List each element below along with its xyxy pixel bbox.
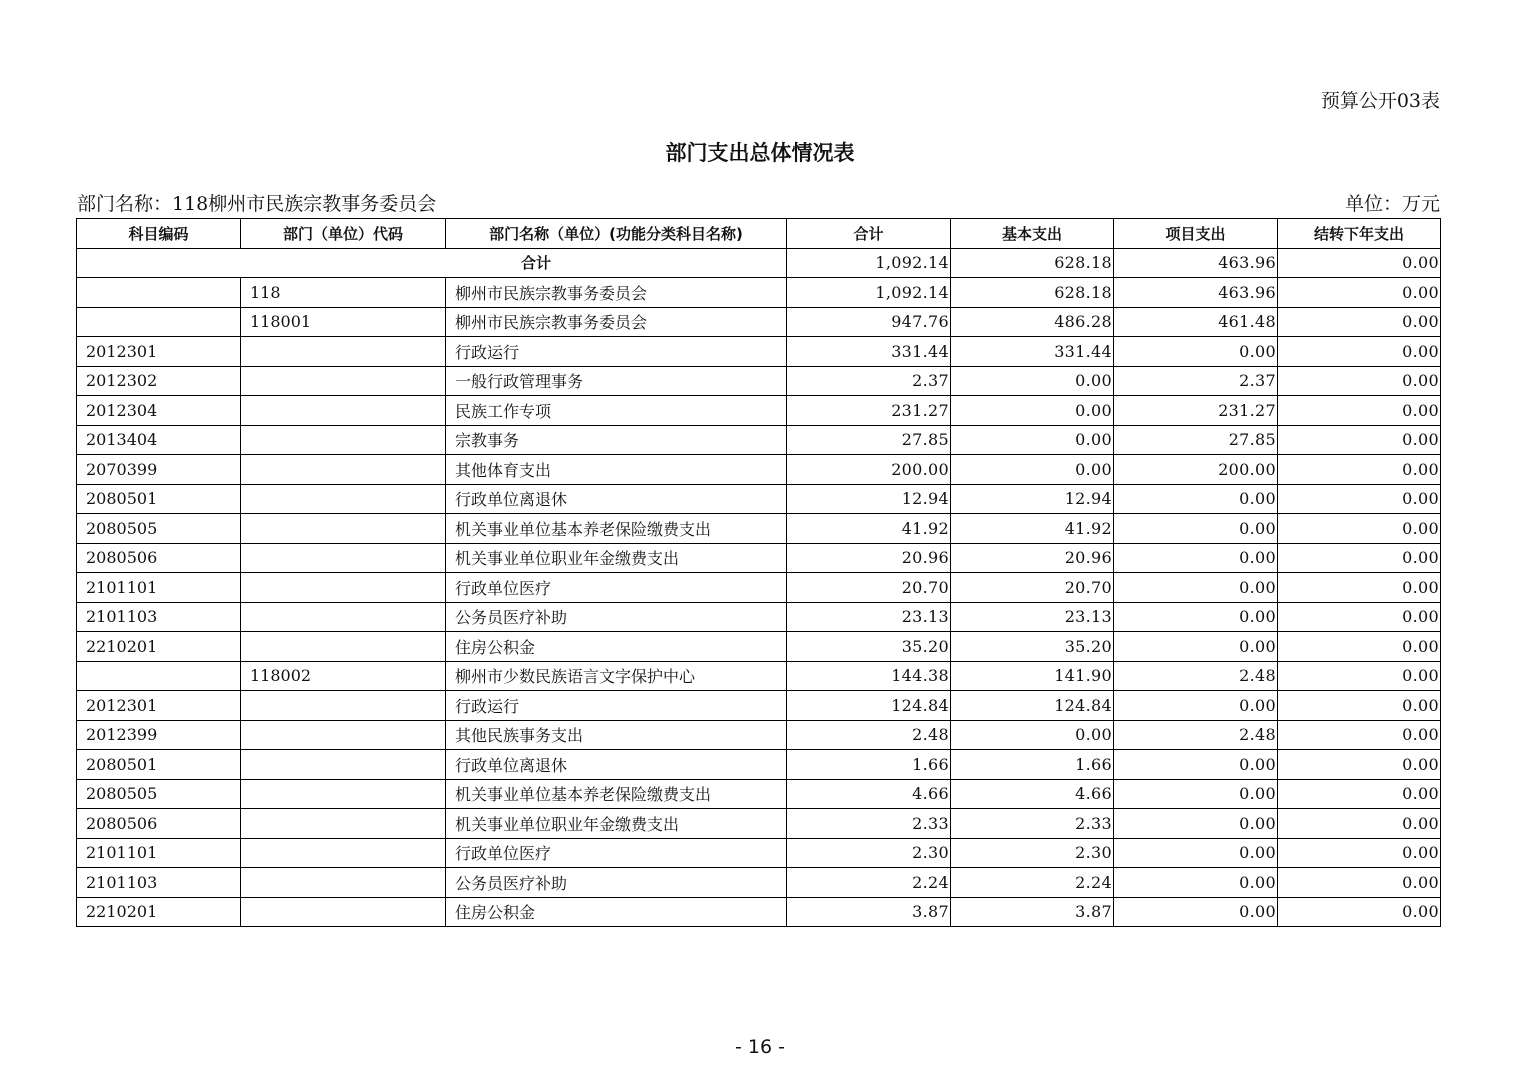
basic-cell: 0.00	[951, 455, 1114, 485]
table-row	[77, 307, 1441, 337]
carryover-cell: 0.00	[1278, 514, 1441, 544]
total-cell: 27.85	[787, 425, 951, 455]
subject-code-cell: 2012302	[77, 366, 241, 396]
total-cell: 1,092.14	[787, 248, 951, 278]
total-cell: 23.13	[787, 602, 951, 632]
name-cell: 其他体育支出	[446, 455, 787, 485]
name-cell: 公务员医疗补助	[446, 602, 787, 632]
table-header-row	[77, 219, 1441, 249]
subject-code-cell: 2080501	[77, 750, 241, 780]
unit-code-cell	[241, 602, 446, 632]
table-row	[77, 425, 1441, 455]
name-cell: 行政单位离退休	[446, 484, 787, 514]
unit-code-cell	[241, 809, 446, 839]
project-cell: 2.48	[1114, 720, 1278, 750]
carryover-cell: 0.00	[1278, 455, 1441, 485]
unit-code-cell	[241, 455, 446, 485]
unit-code-cell	[241, 366, 446, 396]
name-cell: 其他民族事务支出	[446, 720, 787, 750]
project-cell: 231.27	[1114, 396, 1278, 426]
subject-code-cell	[77, 661, 241, 691]
unit-code-cell	[241, 691, 446, 721]
carryover-cell: 0.00	[1278, 396, 1441, 426]
unit-code-cell	[241, 514, 446, 544]
project-cell: 27.85	[1114, 425, 1278, 455]
unit-code-cell	[241, 573, 446, 603]
header-subject-code: 科目编码	[77, 219, 241, 249]
total-row	[77, 248, 1441, 278]
carryover-cell: 0.00	[1278, 750, 1441, 780]
table-row	[77, 750, 1441, 780]
carryover-cell: 0.00	[1278, 366, 1441, 396]
subject-code-cell: 2012301	[77, 691, 241, 721]
project-cell: 2.48	[1114, 661, 1278, 691]
basic-cell: 0.00	[951, 396, 1114, 426]
table-body	[77, 248, 1441, 927]
project-cell: 0.00	[1114, 484, 1278, 514]
carryover-cell: 0.00	[1278, 543, 1441, 573]
name-cell: 机关事业单位基本养老保险缴费支出	[446, 514, 787, 544]
table-row	[77, 809, 1441, 839]
subject-code-cell: 2012399	[77, 720, 241, 750]
name-cell: 行政单位医疗	[446, 838, 787, 868]
basic-cell: 628.18	[951, 278, 1114, 308]
header-name: 部门名称（单位）(功能分类科目名称)	[446, 219, 787, 249]
basic-cell: 20.96	[951, 543, 1114, 573]
table-row	[77, 779, 1441, 809]
project-cell: 463.96	[1114, 278, 1278, 308]
total-cell: 3.87	[787, 897, 951, 927]
unit-code-cell	[241, 897, 446, 927]
form-code: 预算公开03表	[1320, 90, 1440, 112]
basic-cell: 2.30	[951, 838, 1114, 868]
subject-code-cell: 2101101	[77, 573, 241, 603]
total-cell: 2.37	[787, 366, 951, 396]
carryover-cell: 0.00	[1278, 278, 1441, 308]
total-cell: 35.20	[787, 632, 951, 662]
basic-cell: 486.28	[951, 307, 1114, 337]
name-cell: 行政运行	[446, 691, 787, 721]
total-cell: 2.48	[787, 720, 951, 750]
basic-cell: 1.66	[951, 750, 1114, 780]
total-cell: 231.27	[787, 396, 951, 426]
total-cell: 12.94	[787, 484, 951, 514]
table-row	[77, 396, 1441, 426]
unit-code-cell	[241, 543, 446, 573]
table-row	[77, 691, 1441, 721]
project-cell: 200.00	[1114, 455, 1278, 485]
total-cell: 41.92	[787, 514, 951, 544]
carryover-cell: 0.00	[1278, 484, 1441, 514]
total-cell: 1.66	[787, 750, 951, 780]
unit-code-cell	[241, 838, 446, 868]
unit-code-cell	[241, 337, 446, 367]
total-cell: 331.44	[787, 337, 951, 367]
project-cell: 0.00	[1114, 838, 1278, 868]
carryover-cell: 0.00	[1278, 779, 1441, 809]
name-cell: 柳州市民族宗教事务委员会	[446, 307, 787, 337]
basic-cell: 3.87	[951, 897, 1114, 927]
project-cell: 0.00	[1114, 750, 1278, 780]
name-cell: 行政运行	[446, 337, 787, 367]
unit-code-cell: 118	[241, 278, 446, 308]
table-row	[77, 337, 1441, 367]
unit-code-cell	[241, 720, 446, 750]
unit-code-cell	[241, 779, 446, 809]
project-cell: 0.00	[1114, 543, 1278, 573]
name-cell: 住房公积金	[446, 632, 787, 662]
carryover-cell: 0.00	[1278, 425, 1441, 455]
total-label: 合计	[77, 248, 787, 278]
total-carryover-cell: 0.00	[1278, 248, 1441, 278]
carryover-cell: 0.00	[1278, 691, 1441, 721]
table-row	[77, 838, 1441, 868]
table-row	[77, 602, 1441, 632]
basic-cell: 23.13	[951, 602, 1114, 632]
subject-code-cell: 2070399	[77, 455, 241, 485]
basic-cell: 41.92	[951, 514, 1114, 544]
subject-code-cell: 2210201	[77, 897, 241, 927]
unit-code-cell: 118002	[241, 661, 446, 691]
unit-label: 单位：万元	[1344, 193, 1440, 215]
table-row	[77, 484, 1441, 514]
table-row	[77, 543, 1441, 573]
subject-code-cell: 2101101	[77, 838, 241, 868]
name-cell: 柳州市民族宗教事务委员会	[446, 278, 787, 308]
table-row	[77, 455, 1441, 485]
subject-code-cell	[77, 307, 241, 337]
basic-cell: 2.24	[951, 868, 1114, 898]
subject-code-cell: 2210201	[77, 632, 241, 662]
basic-cell: 141.90	[951, 661, 1114, 691]
total-cell: 1,092.14	[787, 278, 951, 308]
basic-cell: 0.00	[951, 366, 1114, 396]
table-row	[77, 661, 1441, 691]
project-cell: 0.00	[1114, 573, 1278, 603]
carryover-cell: 0.00	[1278, 661, 1441, 691]
subject-code-cell: 2101103	[77, 602, 241, 632]
total-cell: 2.30	[787, 838, 951, 868]
total-cell: 20.70	[787, 573, 951, 603]
table-row	[77, 366, 1441, 396]
unit-code-cell	[241, 868, 446, 898]
name-cell: 行政单位医疗	[446, 573, 787, 603]
table-row	[77, 514, 1441, 544]
project-cell: 0.00	[1114, 809, 1278, 839]
total-cell: 947.76	[787, 307, 951, 337]
basic-cell: 0.00	[951, 720, 1114, 750]
project-cell: 0.00	[1114, 779, 1278, 809]
subject-code-cell: 2012301	[77, 337, 241, 367]
project-cell: 0.00	[1114, 602, 1278, 632]
project-cell: 2.37	[1114, 366, 1278, 396]
basic-cell: 331.44	[951, 337, 1114, 367]
unit-code-cell	[241, 750, 446, 780]
name-cell: 机关事业单位职业年金缴费支出	[446, 543, 787, 573]
total-cell: 20.96	[787, 543, 951, 573]
unit-code-cell	[241, 425, 446, 455]
project-cell: 0.00	[1114, 868, 1278, 898]
carryover-cell: 0.00	[1278, 307, 1441, 337]
total-cell: 144.38	[787, 661, 951, 691]
subject-code-cell: 2080506	[77, 543, 241, 573]
subject-code-cell: 2080506	[77, 809, 241, 839]
table-row	[77, 720, 1441, 750]
subject-code-cell	[77, 278, 241, 308]
subject-code-cell: 2013404	[77, 425, 241, 455]
table-row	[77, 278, 1441, 308]
project-cell: 0.00	[1114, 691, 1278, 721]
carryover-cell: 0.00	[1278, 573, 1441, 603]
basic-cell: 20.70	[951, 573, 1114, 603]
basic-cell: 124.84	[951, 691, 1114, 721]
subject-code-cell: 2101103	[77, 868, 241, 898]
table-row	[77, 868, 1441, 898]
subject-code-cell: 2080505	[77, 779, 241, 809]
carryover-cell: 0.00	[1278, 632, 1441, 662]
name-cell: 一般行政管理事务	[446, 366, 787, 396]
project-cell: 0.00	[1114, 897, 1278, 927]
carryover-cell: 0.00	[1278, 897, 1441, 927]
basic-cell: 4.66	[951, 779, 1114, 809]
page-title: 部门支出总体情况表	[665, 141, 855, 165]
unit-code-cell	[241, 484, 446, 514]
total-project-cell: 463.96	[1114, 248, 1278, 278]
table-row	[77, 897, 1441, 927]
header-unit-code: 部门（单位）代码	[241, 219, 446, 249]
carryover-cell: 0.00	[1278, 838, 1441, 868]
basic-cell: 2.33	[951, 809, 1114, 839]
name-cell: 宗教事务	[446, 425, 787, 455]
name-cell: 公务员医疗补助	[446, 868, 787, 898]
total-cell: 2.33	[787, 809, 951, 839]
unit-code-cell	[241, 632, 446, 662]
name-cell: 机关事业单位基本养老保险缴费支出	[446, 779, 787, 809]
carryover-cell: 0.00	[1278, 720, 1441, 750]
name-cell: 机关事业单位职业年金缴费支出	[446, 809, 787, 839]
basic-cell: 0.00	[951, 425, 1114, 455]
name-cell: 住房公积金	[446, 897, 787, 927]
basic-cell: 35.20	[951, 632, 1114, 662]
subject-code-cell: 2080501	[77, 484, 241, 514]
header-total: 合计	[787, 219, 951, 249]
header-carryover: 结转下年支出	[1278, 219, 1441, 249]
project-cell: 0.00	[1114, 337, 1278, 367]
subject-code-cell: 2080505	[77, 514, 241, 544]
carryover-cell: 0.00	[1278, 602, 1441, 632]
page-number: - 16 -	[735, 1036, 785, 1058]
total-cell: 2.24	[787, 868, 951, 898]
table-row	[77, 632, 1441, 662]
name-cell: 柳州市少数民族语言文字保护中心	[446, 661, 787, 691]
header-project: 项目支出	[1114, 219, 1278, 249]
subject-code-cell: 2012304	[77, 396, 241, 426]
project-cell: 0.00	[1114, 514, 1278, 544]
carryover-cell: 0.00	[1278, 337, 1441, 367]
carryover-cell: 0.00	[1278, 868, 1441, 898]
name-cell: 民族工作专项	[446, 396, 787, 426]
total-cell: 4.66	[787, 779, 951, 809]
header-basic: 基本支出	[951, 219, 1114, 249]
unit-code-cell	[241, 396, 446, 426]
name-cell: 行政单位离退休	[446, 750, 787, 780]
total-cell: 200.00	[787, 455, 951, 485]
department-label: 部门名称：118柳州市民族宗教事务委员会	[77, 193, 437, 215]
table-row	[77, 573, 1441, 603]
project-cell: 0.00	[1114, 632, 1278, 662]
unit-code-cell: 118001	[241, 307, 446, 337]
basic-cell: 12.94	[951, 484, 1114, 514]
total-basic-cell: 628.18	[951, 248, 1114, 278]
expenditure-table	[76, 218, 1441, 927]
total-cell: 124.84	[787, 691, 951, 721]
carryover-cell: 0.00	[1278, 809, 1441, 839]
project-cell: 461.48	[1114, 307, 1278, 337]
